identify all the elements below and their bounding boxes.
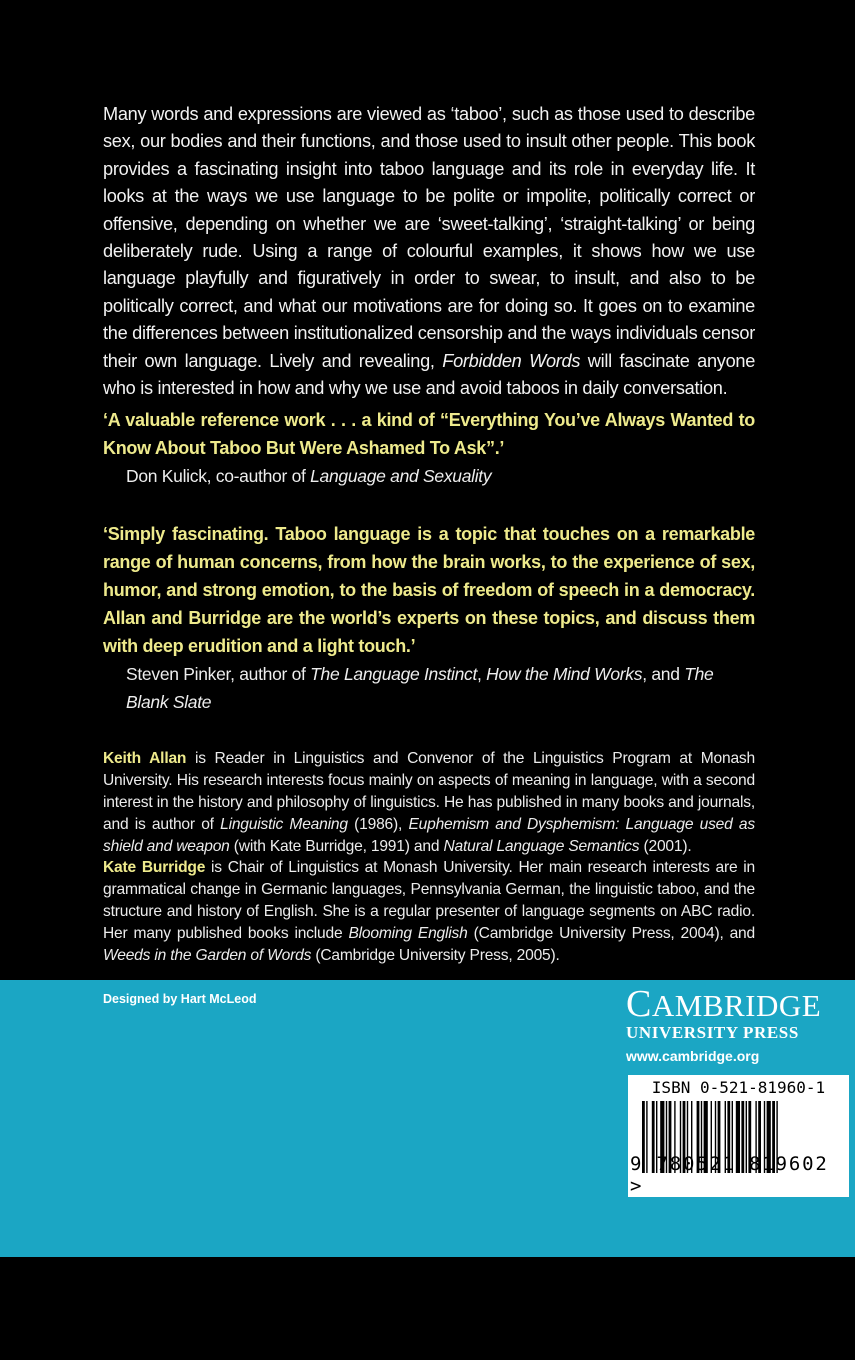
publisher-initial: C <box>626 983 652 1026</box>
author-name: Keith Allan <box>103 750 187 768</box>
footer-band <box>0 980 855 1257</box>
work-title: How the Mind Works <box>486 664 643 685</box>
bio-keith-allan <box>103 748 755 857</box>
quote-attribution <box>103 660 755 716</box>
review-quote-pinker <box>103 520 755 716</box>
book-title: Blooming English <box>348 924 468 942</box>
designer-credit: Designed by Hart McLeod <box>103 992 257 1007</box>
bio-text: (2001). <box>639 837 692 855</box>
publisher-name-rest: AMBRIDGE <box>651 988 822 1024</box>
book-title: Natural Language Semantics <box>443 837 640 855</box>
quote-text: ‘A valuable reference work . . . a kind of “Everything You’ve Always Wanted to Know About Taboo But Were Ashamed To Ask”.’ <box>103 410 755 459</box>
work-title: The Blank Slate <box>126 664 714 713</box>
blurb-text: will fascinate anyone who is interested in how and why we use and avoid taboos in daily conversation. <box>103 350 756 399</box>
bio-text: (with Kate Burridge, 1991) and <box>229 837 444 855</box>
attribution-text: Steven Pinker, author of <box>126 664 311 685</box>
work-title: The Language Instinct <box>310 664 478 685</box>
publisher-logo <box>626 983 848 1065</box>
bio-text: (Cambridge University Press, 2005). <box>311 946 560 964</box>
book-title: Forbidden Words <box>442 350 581 371</box>
book-title: Weeds in the Garden of Words <box>103 946 312 964</box>
bio-text: is Reader in Linguistics and Convenor of the Linguistics Program at Monash University. His research interests focus mainly on aspects of meaning in language, with a second interest in the history and philosophy of linguistics. He has published in many books and journals, and is author of <box>103 750 755 833</box>
attribution-text: Don Kulick, co-author of <box>126 466 311 487</box>
isbn-text: ISBN 0-521-81960-1 <box>651 1078 826 1098</box>
blurb-paragraph <box>103 101 755 402</box>
ean-number: 9 780521 819602 > <box>630 1153 829 1198</box>
book-title: Euphemism and Dysphemism: Language used as shield and weapon <box>103 815 755 855</box>
quote-attribution <box>103 462 755 490</box>
separator: , <box>477 664 487 685</box>
publisher-url: www.cambridge.org <box>626 1048 760 1065</box>
quote-text: ‘Simply fascinating. Taboo language is a topic that touches on a remarkable range of human concerns, from how the brain works, to the experience of sex, humor, and strong emotion, to the basis of freedom of speech in a democracy. Allan and Burridge are the world’s experts on these topics, and discuss them with deep erudition and a light touch.’ <box>103 524 755 657</box>
barcode-box <box>628 1075 849 1197</box>
publisher-subtitle: UNIVERSITY PRESS <box>626 1023 799 1043</box>
bio-kate-burridge <box>103 857 755 966</box>
publisher-name <box>626 983 848 1026</box>
blurb-text: Many words and expressions are viewed as ‘taboo’, such as those used to describe sex, our bodies and their functions, and those used to insult other people. This book provides a fascinating insight into taboo language and its role in everyday life. It looks at the ways we use language to be polite or impolite, politically correct or offensive, depending on whether we are ‘sweet-talking’, ‘straight-talking’ or being deliberately rude. Using a range of colourful examples, it shows how we use language playfully and figuratively in order to swear, to insult, and also to be politically correct, and what our motivations are for doing so. It goes on to examine the differences between institutionalized censorship and the ways individuals censor their own language. Lively and revealing, <box>103 104 755 371</box>
review-quote-kulick <box>103 406 755 490</box>
author-name: Kate Burridge <box>103 859 206 877</box>
separator: , and <box>642 664 685 685</box>
work-title: Language and Sexuality <box>310 466 492 487</box>
bio-text: is Chair of Linguistics at Monash University. Her main research interests are in grammatical change in Germanic languages, Pennsylvania German, the linguistic taboo, and the structure and history of English. She is a regular presenter of language segments on ABC radio. Her many published books include <box>103 859 755 942</box>
book-title: Linguistic Meaning <box>220 815 348 833</box>
bio-text: (Cambridge University Press, 2004), and <box>467 924 755 942</box>
author-bios <box>103 748 755 966</box>
bio-text: (1986), <box>347 815 409 833</box>
